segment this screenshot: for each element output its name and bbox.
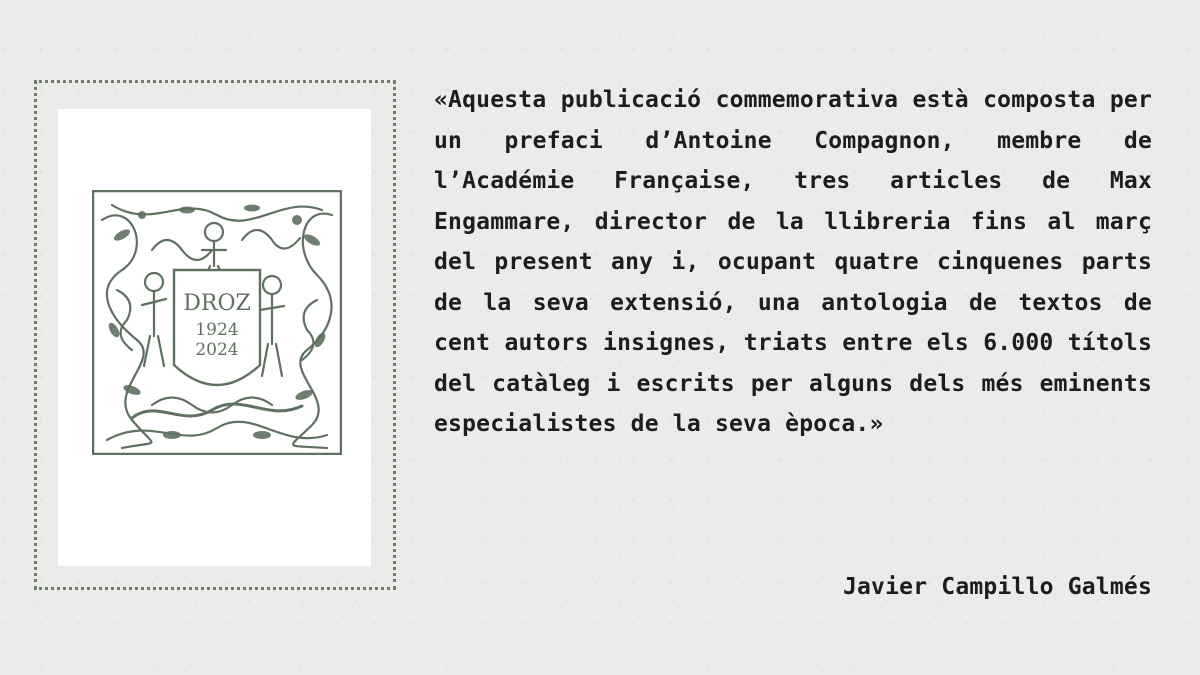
emblem-year-start: 1924	[195, 320, 239, 340]
quote-text: «Aquesta publicació commemorativa està composta per un prefaci d’Antoine Compagnon, membre de l’Académie Française, tres articles de Max Engammare, director de la llibreria fins al març del present any i, ocupant quatre cinquenes parts de la seva extensió, una antologia de textos de cent autors insignes, triats entre els 6.000 títols del catàleg i escrits per alguns dels més eminents especialistes de la seva època.»	[434, 87, 1152, 437]
emblem-name: DROZ	[183, 291, 251, 316]
droz-emblem	[92, 190, 342, 455]
quote-author: Javier Campillo Galmés	[842, 574, 1152, 600]
emblem-year-end: 2024	[195, 340, 239, 360]
